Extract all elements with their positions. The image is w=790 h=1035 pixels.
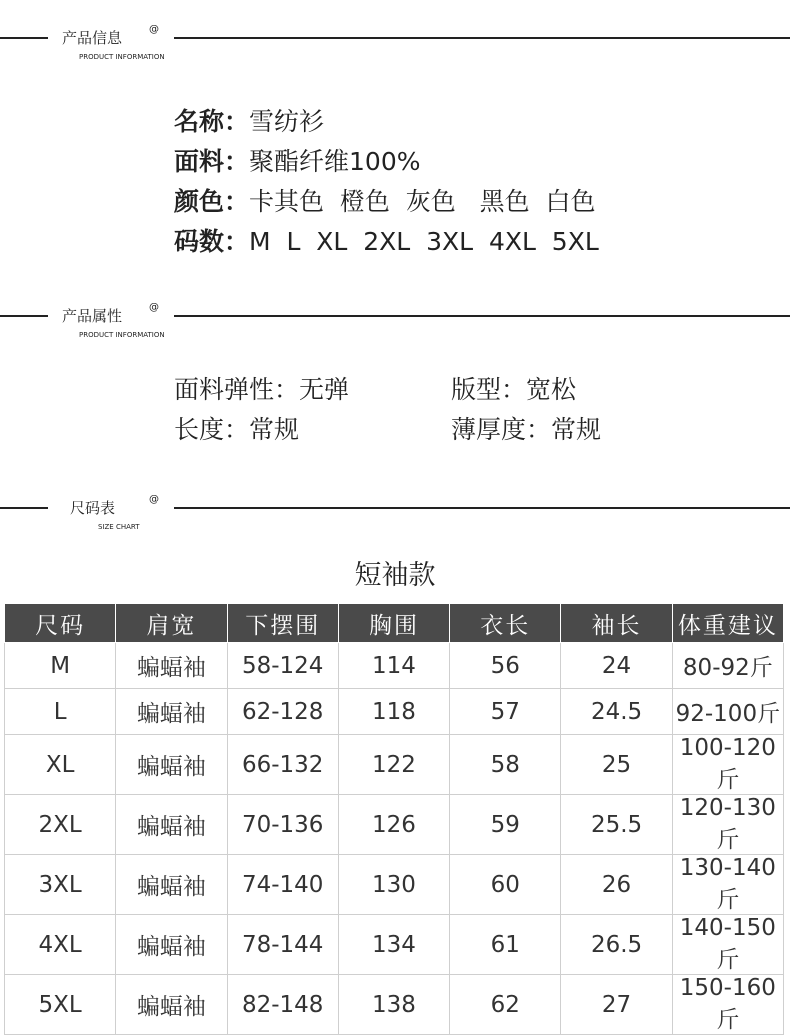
header-cell: 肩宽 bbox=[116, 604, 227, 643]
table-cell: 78-144 bbox=[227, 915, 338, 975]
divider-left bbox=[0, 507, 48, 509]
info-name bbox=[174, 107, 324, 137]
section-subtitle: PRODUCT INFORMATION bbox=[79, 331, 165, 339]
table-cell: 蝙蝠袖 bbox=[116, 735, 227, 795]
table-cell: 130 bbox=[338, 855, 449, 915]
table-row bbox=[5, 915, 784, 975]
table-cell: 26.5 bbox=[561, 915, 672, 975]
table-cell: 61 bbox=[450, 915, 561, 975]
table-row bbox=[5, 855, 784, 915]
section-subtitle: PRODUCT INFORMATION bbox=[79, 53, 165, 61]
table-cell: 74-140 bbox=[227, 855, 338, 915]
table-cell: 120-130斤 bbox=[672, 795, 783, 855]
table-cell: 4XL bbox=[5, 915, 116, 975]
table-cell: 62 bbox=[450, 975, 561, 1035]
table-cell: 66-132 bbox=[227, 735, 338, 795]
header-cell: 胸围 bbox=[338, 604, 449, 643]
size-table bbox=[4, 603, 784, 1035]
section-header-product-attributes bbox=[0, 300, 790, 340]
size-table-header-row bbox=[5, 604, 784, 643]
table-cell: 25 bbox=[561, 735, 672, 795]
attr-thickness: 薄厚度：常规 bbox=[451, 415, 602, 444]
table-cell: 24 bbox=[561, 643, 672, 689]
table-cell: 60 bbox=[450, 855, 561, 915]
info-label: 码数： bbox=[174, 227, 250, 256]
table-cell: 27 bbox=[561, 975, 672, 1035]
table-cell: 134 bbox=[338, 915, 449, 975]
table-cell: 70-136 bbox=[227, 795, 338, 855]
divider-right bbox=[174, 315, 790, 317]
table-cell: 59 bbox=[450, 795, 561, 855]
table-cell: 蝙蝠袖 bbox=[116, 915, 227, 975]
table-cell: 58 bbox=[450, 735, 561, 795]
section-header-product-info bbox=[0, 22, 790, 62]
table-cell: 150-160斤 bbox=[672, 975, 783, 1035]
table-cell: 26 bbox=[561, 855, 672, 915]
divider-left bbox=[0, 37, 48, 39]
table-cell: 5XL bbox=[5, 975, 116, 1035]
table-cell: 62-128 bbox=[227, 689, 338, 735]
at-mark: @ bbox=[149, 24, 159, 35]
table-cell: 126 bbox=[338, 795, 449, 855]
table-cell: 蝙蝠袖 bbox=[116, 975, 227, 1035]
table-cell: 80-92斤 bbox=[672, 643, 783, 689]
table-cell: 蝙蝠袖 bbox=[116, 643, 227, 689]
header-cell: 下摆围 bbox=[227, 604, 338, 643]
info-value: 聚酯纤维100% bbox=[249, 147, 421, 176]
section-title: 产品信息 bbox=[62, 29, 123, 47]
info-colors bbox=[174, 187, 596, 217]
table-cell: 130-140斤 bbox=[672, 855, 783, 915]
divider-right bbox=[174, 37, 790, 39]
table-cell: 24.5 bbox=[561, 689, 672, 735]
table-cell: 100-120斤 bbox=[672, 735, 783, 795]
info-sizes bbox=[174, 227, 599, 257]
table-cell: 2XL bbox=[5, 795, 116, 855]
at-mark: @ bbox=[149, 494, 159, 505]
info-value: 雪纺衫 bbox=[249, 107, 325, 136]
attr-fit: 版型：宽松 bbox=[451, 375, 577, 404]
info-value: M L XL 2XL 3XL 4XL 5XL bbox=[249, 227, 599, 256]
table-row bbox=[5, 689, 784, 735]
table-cell: 92-100斤 bbox=[672, 689, 783, 735]
table-row bbox=[5, 735, 784, 795]
table-row bbox=[5, 975, 784, 1035]
table-cell: M bbox=[5, 643, 116, 689]
table-cell: 122 bbox=[338, 735, 449, 795]
header-cell: 尺码 bbox=[5, 604, 116, 643]
section-title: 产品属性 bbox=[62, 307, 123, 325]
table-cell: 56 bbox=[450, 643, 561, 689]
info-label: 颜色： bbox=[174, 187, 250, 216]
at-mark: @ bbox=[149, 302, 159, 313]
section-title: 尺码表 bbox=[70, 499, 116, 517]
divider-right bbox=[174, 507, 790, 509]
table-cell: 140-150斤 bbox=[672, 915, 783, 975]
size-table-title: 短袖款 bbox=[354, 560, 436, 591]
table-cell: XL bbox=[5, 735, 116, 795]
attr-length: 长度：常规 bbox=[174, 415, 300, 444]
table-cell: 114 bbox=[338, 643, 449, 689]
info-fabric bbox=[174, 147, 421, 177]
table-cell: 82-148 bbox=[227, 975, 338, 1035]
attr-elasticity: 面料弹性：无弹 bbox=[174, 375, 350, 404]
header-cell: 体重建议 bbox=[672, 604, 783, 643]
table-row bbox=[5, 795, 784, 855]
section-header-size-chart bbox=[0, 492, 790, 532]
table-cell: L bbox=[5, 689, 116, 735]
table-cell: 蝙蝠袖 bbox=[116, 855, 227, 915]
divider-left bbox=[0, 315, 48, 317]
table-cell: 蝙蝠袖 bbox=[116, 689, 227, 735]
table-cell: 3XL bbox=[5, 855, 116, 915]
table-cell: 118 bbox=[338, 689, 449, 735]
table-cell: 138 bbox=[338, 975, 449, 1035]
table-cell: 57 bbox=[450, 689, 561, 735]
section-subtitle: SIZE CHART bbox=[98, 523, 140, 531]
info-value: 卡其色 橙色 灰色 黑色 白色 bbox=[249, 187, 596, 216]
table-cell: 58-124 bbox=[227, 643, 338, 689]
table-cell: 蝙蝠袖 bbox=[116, 795, 227, 855]
table-row bbox=[5, 643, 784, 689]
table-cell: 25.5 bbox=[561, 795, 672, 855]
info-label: 面料： bbox=[174, 147, 250, 176]
header-cell: 袖长 bbox=[561, 604, 672, 643]
header-cell: 衣长 bbox=[450, 604, 561, 643]
info-label: 名称： bbox=[174, 107, 250, 136]
